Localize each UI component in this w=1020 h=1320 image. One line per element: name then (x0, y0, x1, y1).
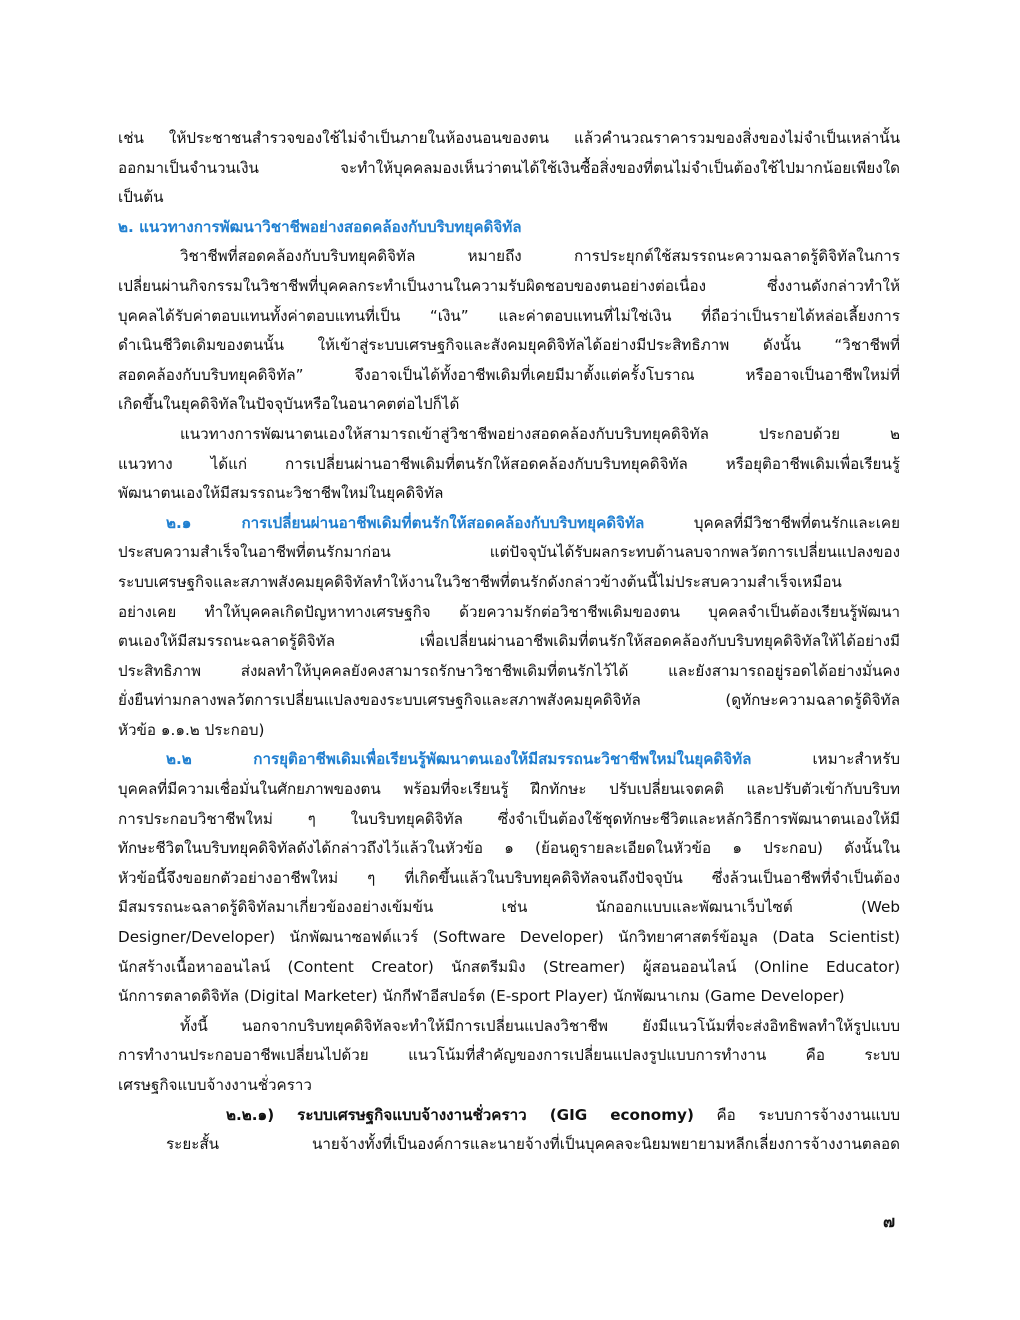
text-line: แนวทาง ได้แก่ การเปลี่ยนผ่านอาชีพเดิมที่ตนรักให้สอดคล้องกับบริบทยุคดิจิทัล หรือยุติอาชีพเดิมเพื่อเรียนรู้ (118, 454, 900, 473)
section-2-2-1-first-line (118, 1101, 900, 1131)
page-number: ๗ (883, 1212, 896, 1231)
document-page (118, 124, 900, 1160)
text-line: แนวทางการพัฒนาตนเองให้สามารถเข้าสู่วิชาชีพอย่างสอดคล้องกับบริบทยุคดิจิทัล ประกอบด้วย ๒ (180, 424, 900, 443)
text-line: ดำเนินชีวิตเดิมของตนนั้น ให้เข้าสู่ระบบเศรษฐกิจและสังคมยุคดิจิทัลได้อย่างมีประสิทธิภาพ ดังนั้น “วิชาชีพที่ (118, 336, 900, 355)
section-2-heading: ๒. แนวทางการพัฒนาวิชาชีพอย่างสอดคล้องกับบริบทยุคดิจิทัล (118, 217, 522, 236)
section-2-1-heading: ๒.๑ การเปลี่ยนผ่านอาชีพเดิมที่ตนรักให้สอดคล้องกับบริบทยุคดิจิทัล (166, 513, 645, 532)
text-line: บุคคลได้รับค่าตอบแทนทั้งค่าตอบแทนที่เป็น “เงิน” และค่าตอบแทนที่ไม่ใช่เงิน ที่ถือว่าเป็นรายได้หล่อเลี้ยงการ (118, 306, 900, 325)
text-fragment: คือ ระบบการจ้างงานแบบ (693, 1105, 900, 1124)
text-line: ออกมาเป็นจำนวนเงิน จะทำให้บุคคลมองเห็นว่าตนได้ใช้เงินซื้อสิ่งของที่ตนไม่จำเป็นต้องใช้ไปมากน้อยเพียงใด (118, 158, 900, 177)
text-line: ทั้งนี้ นอกจากบริบทยุคดิจิทัลจะทำให้มีการเปลี่ยนแปลงวิชาชีพ ยังมีแนวโน้มที่จะส่งอิทธิพลทำให้รูปแบบ (180, 1016, 900, 1035)
text-line: Designer/Developer) นักพัฒนาซอฟต์แวร์ (Software Developer) นักวิทยาศาสตร์ข้อมูล (Data Scientist) (118, 928, 900, 947)
text-line: ตนเองให้มีสมรรถนะฉลาดรู้ดิจิทัล เพื่อเปลี่ยนผ่านอาชีพเดิมที่ตนรักให้สอดคล้องกับบริบทยุคดิจิทัลให้ได้อย่างมี (118, 632, 900, 651)
section-2-2-heading: ๒.๒ การยุติอาชีพเดิมเพื่อเรียนรู้พัฒนาตนเองให้มีสมรรถนะวิชาชีพใหม่ในยุคดิจิทัล (166, 750, 752, 769)
text-line: นักการตลาดดิจิทัล (Digital Marketer) นักกีฬาอีสปอร์ต (E-sport Player) นักพัฒนาเกม (Game Developer) (118, 987, 845, 1006)
section-2-2-first-line (118, 745, 900, 775)
text-line: ทักษะชีวิตในบริบทยุคดิจิทัลดังได้กล่าวถึงไว้แล้วในหัวข้อ ๑ (ย้อนดูรายละเอียดในหัวข้อ ๑ ประกอบ) ดังนั้นใน (118, 839, 900, 858)
section-2-2-1-heading: ๒.๒.๑) ระบบเศรษฐกิจแบบจ้างงานชั่วคราว (GIG economy) (226, 1105, 694, 1124)
text-fragment: เหมาะสำหรับ (751, 750, 900, 769)
text-line: วิชาชีพที่สอดคล้องกับบริบทยุคดิจิทัล หมายถึง การประยุกต์ใช้สมรรถนะความฉลาดรู้ดิจิทัลในการ (180, 247, 900, 266)
text-line: อย่างเคย ทำให้บุคคลเกิดปัญหาทางเศรษฐกิจ ด้วยความรักต่อวิชาชีพเดิมของตน บุคคลจำเป็นต้องเรียนรู้พัฒนา (118, 602, 900, 621)
text-line: หัวข้อ ๑.๑.๒ ประกอบ) (118, 720, 265, 739)
text-line: ยั่งยืนท่ามกลางพลวัตการเปลี่ยนแปลงของระบบเศรษฐกิจและสภาพสังคมยุคดิจิทัล (ดูทักษะความฉลาดรู้ดิจิทัล (118, 691, 900, 710)
text-line: เป็นต้น (118, 188, 164, 207)
text-line: การประกอบวิชาชีพใหม่ ๆ ในบริบทยุคดิจิทัล ซึ่งจำเป็นต้องใช้ชุดทักษะชีวิตและหลักวิธีการพัฒนาตนเองให้มี (118, 809, 900, 828)
text-line: การทำงานประกอบอาชีพเปลี่ยนไปด้วย แนวโน้มที่สำคัญของการเปลี่ยนแปลงรูปแบบการทำงาน คือ ระบบ (118, 1046, 900, 1065)
text-line: เช่น ให้ประชาชนสำรวจของใช้ไม่จำเป็นภายในห้องนอนของตน แล้วคำนวณราคารวมของสิ่งของไม่จำเป็นเหล่านั้น (118, 129, 900, 147)
text-line: สอดคล้องกับบริบทยุคดิจิทัล” จึงอาจเป็นได้ทั้งอาชีพเดิมที่เคยมีมาตั้งแต่ครั้งโบราณ หรืออาจเป็นอาชีพใหม่ที่ (118, 365, 900, 384)
text-line: นักสร้างเนื้อหาออนไลน์ (Content Creator) นักสตรีมมิง (Streamer) ผู้สอนออนไลน์ (Online Educator) (118, 957, 900, 976)
text-line: ประสบความสำเร็จในอาชีพที่ตนรักมาก่อน แต่ปัจจุบันได้รับผลกระทบด้านลบจากพลวัตการเปลี่ยนแปลงของ (118, 543, 900, 562)
text-line: มีสมรรถนะฉลาดรู้ดิจิทัลมาเกี่ยวข้องอย่างเข้มข้น เช่น นักออกแบบและพัฒนาเว็บไซต์ (Web (118, 898, 900, 917)
text-line: เกิดขึ้นในยุคดิจิทัลในปัจจุบันหรือในอนาคตต่อไปก็ได้ (118, 395, 460, 414)
text-line: พัฒนาตนเองให้มีสมรรถนะวิชาชีพใหม่ในยุคดิจิทัล (118, 484, 444, 503)
text-line: บุคคลที่มีความเชื่อมั่นในศักยภาพของตน พร้อมที่จะเรียนรู้ ฝึกทักษะ ปรับเปลี่ยนเจตคติ และปรับตัวเข้ากับบริบท (118, 780, 900, 799)
text-line: หัวข้อนี้จึงขอยกตัวอย่างอาชีพใหม่ ๆ ที่เกิดขึ้นแล้วในบริบทยุคดิจิทัลจนถึงปัจจุบัน ซึ่งล้วนเป็นอาชีพที่จำเป็นต้อง (118, 868, 900, 887)
text-line: ระบบเศรษฐกิจและสภาพสังคมยุคดิจิทัลทำให้งานในวิชาชีพที่ตนรักดังกล่าวข้างต้นนี้ไม่ประสบความสำเร็จเหมือน (118, 572, 842, 591)
section-2-1-first-line (118, 509, 900, 539)
text-line: เศรษฐกิจแบบจ้างงานชั่วคราว (118, 1076, 312, 1094)
text-fragment: บุคคลที่มีวิชาชีพที่ตนรักและเคย (644, 513, 900, 532)
text-line: ประสิทธิภาพ ส่งผลทำให้บุคคลยังคงสามารถรักษาวิชาชีพเดิมที่ตนรักไว้ได้ และยังสามารถอยู่รอดได้อย่างมั่นคง (118, 661, 900, 680)
text-line: ระยะสั้น นายจ้างทั้งที่เป็นองค์การและนายจ้างที่เป็นบุคคลจะนิยมพยายามหลีกเลี่ยงการจ้างงานตลอด (166, 1135, 900, 1154)
text-line: เปลี่ยนผ่านกิจกรรมในวิชาชีพที่บุคคลกระทำเป็นงานในความรับผิดชอบของตนอย่างต่อเนื่อง ซึ่งงานดังกล่าวทำให้ (118, 276, 900, 295)
